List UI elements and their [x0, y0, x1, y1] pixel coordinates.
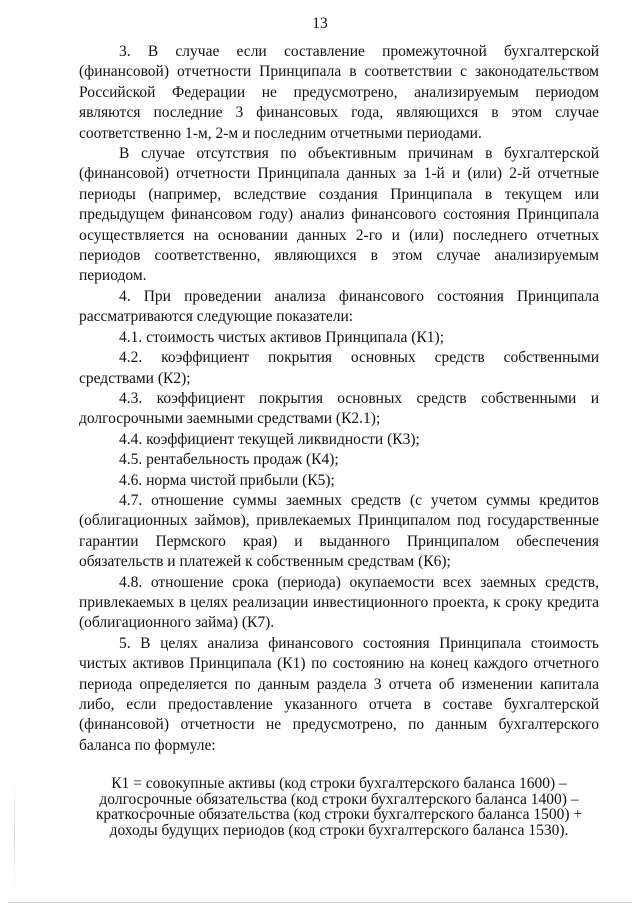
- item-4-4: 4.4. коэффициент текущей ликвидности (К3);: [119, 430, 420, 448]
- formula-line: долгосрочные обязательства (код строки бухгалтерского баланса 1400) –: [99, 790, 579, 808]
- paragraph-3: 3. В случае если составление промежуточной бухгалтерской (финансовой) отчетности Принципала в соответствии с законодательством Российской Федерации не предусмотрено, анализируемым периодом являются последние 3 финансовых года, являющихся в этом случае соответственно 1-м, 2-м и последним отчетными периодами.: [79, 43, 599, 142]
- paragraph-3-continued: В случае отсутствия по объективным причинам в бухгалтерской (финансовой) отчетности Принципала данных за 1-й и (или) 2-й отчетные периоды (например, вследствие создания Принципала в текущем или предыдущем финансовом году) анализ финансового состояния Принципала осуществляется на основании данных 2-го и (или) последнего отчетных периодов соответственно, являющихся в этом случае анализируемым периодом.: [79, 145, 599, 285]
- document-body: [79, 42, 599, 838]
- item-4-1: 4.1. стоимость чистых активов Принципала (К1);: [119, 328, 445, 346]
- page-bottom-edge: [8, 902, 632, 903]
- item-4-3: 4.3. коэффициент покрытия основных средств собственными и долгосрочными заемными средствами (К2.1);: [79, 389, 599, 428]
- formula-k1: [79, 776, 599, 838]
- item-4-7: 4.7. отношение суммы заемных средств (с учетом суммы кредитов (облигационных займов), привлекаемых Принципалом под государственные гарантии Пермского края) и выданного Принципалом обеспечения обязательств и платежей к собственным средствам (К6);: [79, 491, 599, 571]
- item-4-2: 4.2. коэффициент покрытия основных средств собственными средствами (К2);: [79, 349, 599, 387]
- formula-line: доходы будущих периодов (код строки бухгалтерского баланса 1530).: [109, 821, 569, 839]
- item-4-6: 4.6. норма чистой прибыли (К5);: [119, 471, 335, 489]
- paragraph-5: 5. В целях анализа финансового состояния Принципала стоимость чистых активов Принципала (К1) по состоянию на конец каждого отчетного периода определяется по данным раздела 3 отчета об изменении капитала либо, если предоставление указанного отчета в составе бухгалтерской (финансовой) отчетности не предусмотрено, по данным бухгалтерского баланса по формуле:: [79, 634, 599, 754]
- formula-line: К1 = совокупные активы (код строки бухгалтерского баланса 1600) –: [111, 775, 567, 793]
- formula-line: краткосрочные обязательства (код строки бухгалтерского баланса 1500) +: [95, 806, 583, 824]
- item-4-5: 4.5. рентабельность продаж (К4);: [119, 451, 339, 469]
- scan-artifact: [14, 780, 15, 890]
- paragraph-4: 4. При проведении анализа финансового состояния Принципала рассматриваются следующие показатели:: [79, 287, 599, 326]
- page-number: 13: [312, 15, 328, 32]
- item-4-8: 4.8. отношение срока (периода) окупаемости всех заемных средств, привлекаемых в целях реализации инвестиционного проекта, к сроку кредита (облигационного займа) (К7).: [79, 573, 599, 632]
